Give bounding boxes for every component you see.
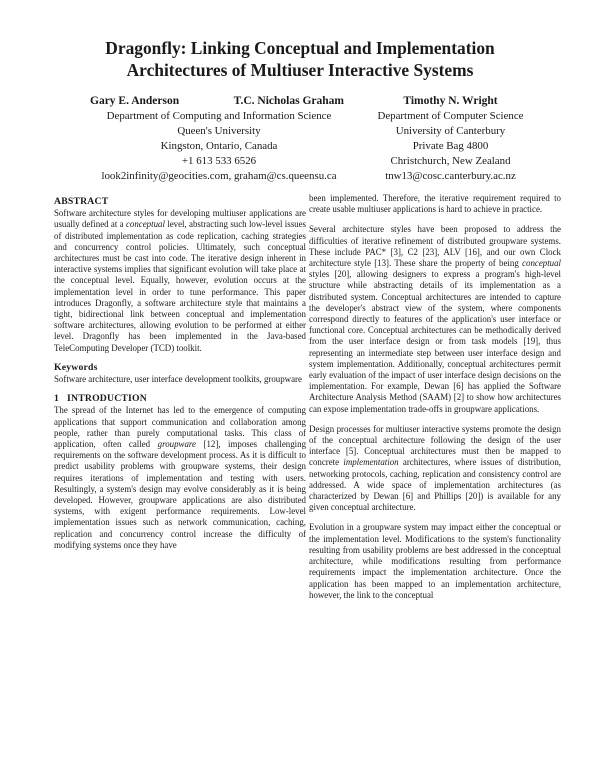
author-names xyxy=(68,94,370,109)
author-emails: look2infinity@geocities.com, graham@cs.queensu.ca xyxy=(101,169,337,182)
introduction-paragraph: The spread of the Internet has led to the emergence of computing applications that support communication and collaboration among people, rather than purely computational tasks. This class of application, often called groupware [12], imposes challenging requirements on the software development process. As it is difficult to predict usability problems with groupware systems, their design requires iterations of implementation and testing with users. Resultingly, a system's design may evolve considerably as it is being developed. However, groupware applications are also distributed systems, with exigent performance requirements. Low-level implementation issues such as network communication, caching, replication and concurrency control increase the difficulty of modifying systems once they have xyxy=(54,405,307,550)
affiliation-address: Private Bag 4800 xyxy=(412,139,489,152)
author-block-queens xyxy=(68,94,370,183)
title-line-2: Architectures of Multiuser Interactive Systems xyxy=(126,60,474,80)
left-column xyxy=(54,196,306,551)
author-name-wright: Timothy N. Wright xyxy=(403,95,498,107)
affiliation-city: Kingston, Ontario, Canada xyxy=(160,139,278,152)
abstract-heading: ABSTRACT xyxy=(54,196,109,207)
keywords-heading: Keywords xyxy=(54,361,98,373)
author-name-graham: T.C. Nicholas Graham xyxy=(233,95,344,107)
keywords-text: Software architecture, user interface development toolkits, groupware xyxy=(54,374,302,385)
abstract-text: Software architecture styles for developing multiuser applications are usually defined at a conceptual level, abstracting such low-level issues of distributed implementation as code replication, caching strategies and concurrency control policies. Ultimately, such conceptual architectures must be cast into code. The iterative design inherent in interactive systems implies that significant evolution will take place at the conceptual level. Equally, however, evolution occurs at the implementation level in order to tune performance. This paper introduces Dragonfly, a software architecture style that maintains a tight, bidirectional link between conceptual and implementation software architectures, allowing evolution to be performed at either level. Dragonfly has been implemented in the Java-based TeleComputing Developer (TCD) toolkit. xyxy=(54,208,307,353)
affiliation-university: University of Canterbury xyxy=(395,124,506,137)
affiliation-phone: +1 613 533 6526 xyxy=(181,154,257,167)
right-column xyxy=(309,193,561,601)
body-paragraph-continued: been implemented. Therefore, the iterative requirement required to create usable multiuser applications is hard to achieve in practice. xyxy=(309,193,561,215)
paper-title xyxy=(40,37,560,81)
author-name-anderson: Gary E. Anderson xyxy=(90,95,180,107)
affiliation-department: Department of Computer Science xyxy=(377,109,524,122)
title-line-1: Dragonfly: Linking Conceptual and Implementation xyxy=(105,38,495,58)
body-paragraph-architecture-styles: Several architecture styles have been proposed to address the difficulties of iterative refinement of distributed groupware systems. These include PAC* [3], C2 [23], ALV [16], and our own Clock architecture style [13]. These share the property of being conceptual styles [20], allowing designers to express a program's high-level structure while abstracting details of its implementation as a distributed system. Conceptual architectures are intended to capture the developer's abstract view of the system, where components correspond directly to features of the application's user interface or functional core. Conceptual architectures can be methodically derived from the user interface design or from task models [19], thus representing an intermediate step between user interface design and system implementation. Additionally, conceptual architectures permit early evaluation of the impact of user interface design decisions on the implementation. For example, Dewan [6] has applied the Software Architecture Analysis Method (SAAM) [2] to show how architectures can expose implementation trade-offs in groupware applications. xyxy=(309,224,562,414)
author-block-canterbury xyxy=(343,94,558,183)
body-paragraph-design-processes: Design processes for multiuser interactive systems promote the design of the conceptual architecture following the design of the user interface [5]. Conceptual architectures must then be mapped to concrete implementation architectures, where issues of distribution, networking protocols, caching, replication and consistency control are addressed. A wide space of implementation architectures (as characterized by Dewan [6] and Phillips [20]) is available for any given conceptual architecture. xyxy=(309,423,562,513)
author-email: tnw13@cosc.canterbury.ac.nz xyxy=(385,169,516,182)
introduction-heading: 1 INTRODUCTION xyxy=(54,393,147,405)
affiliation-city: Christchurch, New Zealand xyxy=(390,154,511,167)
affiliation-university: Queen's University xyxy=(177,124,261,137)
body-paragraph-evolution: Evolution in a groupware system may impact either the conceptual or the implementation level. Modifications to the system's functionality resulting from usability problems are best addressed in the conceptual architecture, while modifications resulting from performance requirements impact the implementation architecture. Once the application has been mapped to an implementation architecture, however, the link to the conceptual xyxy=(309,522,561,600)
affiliation-department: Department of Computing and Information Science xyxy=(106,109,332,122)
